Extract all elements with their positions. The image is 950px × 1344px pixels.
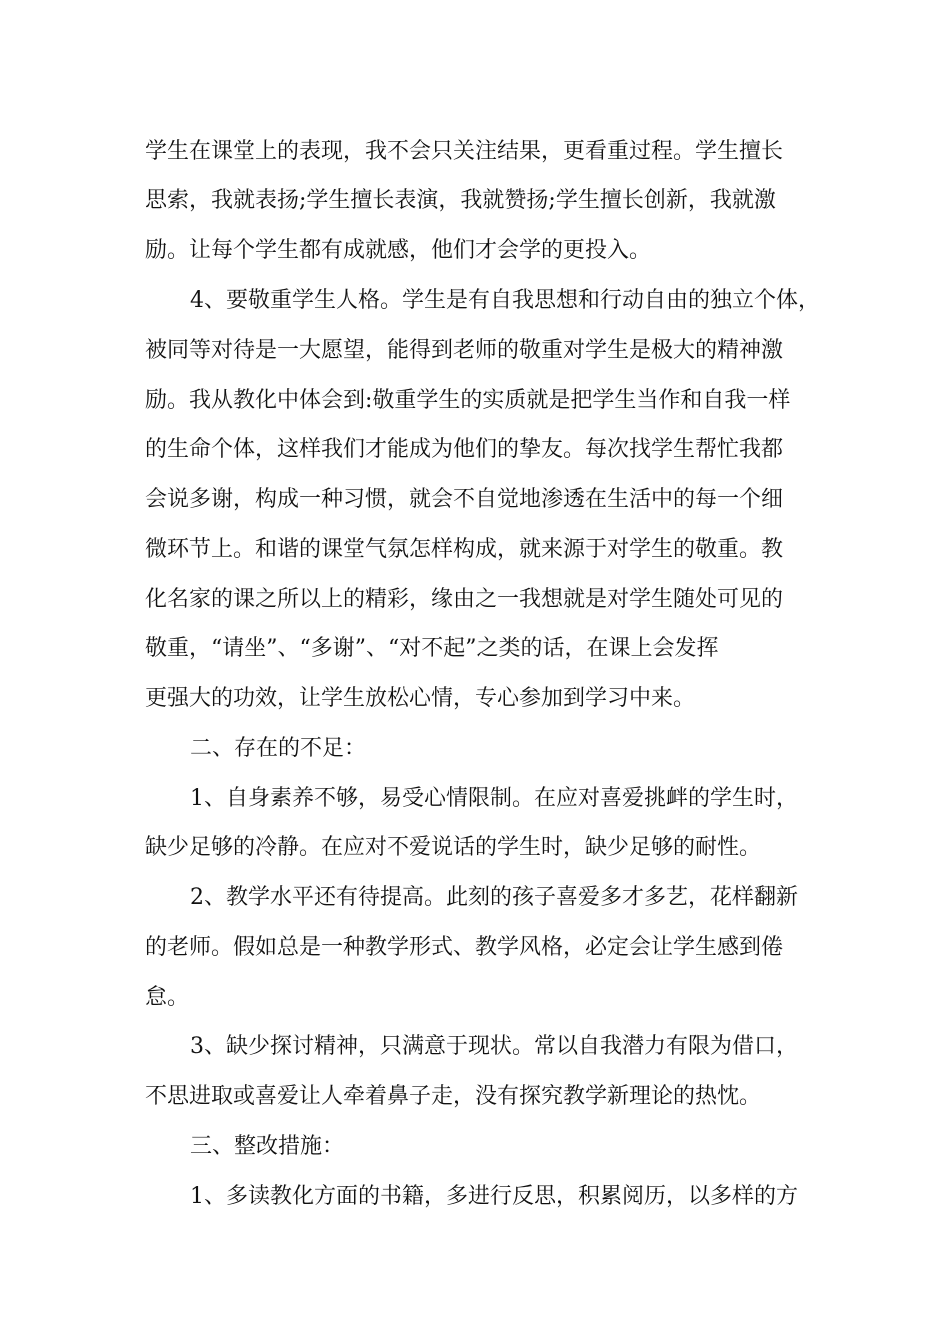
- section-heading: 二、存在的不足：: [190, 736, 367, 761]
- text-line: 微环节上。和谐的课堂气氛怎样构成，就来源于对学生的敬重。教: [145, 537, 784, 562]
- text-line: 的生命个体，这样我们才能成为他们的挚友。每次找学生帮忙我都: [145, 437, 784, 462]
- text-line: 更强大的功效，让学生放松心情，专心参加到学习中来。: [145, 686, 696, 711]
- text-line: 3、缺少探讨精神，只满意于现状。常以自我潜力有限为借口，: [190, 1034, 798, 1059]
- text-line: 缺少足够的冷静。在应对不爱说话的学生时，缺少足够的耐性。: [145, 835, 762, 860]
- text-line: 的老师。假如总是一种教学形式、教学风格，必定会让学生感到倦: [145, 935, 784, 960]
- text-line: 4、要敬重学生人格。学生是有自我思想和行动自由的独立个体，: [190, 288, 820, 313]
- text-line: 会说多谢，构成一种习惯，就会不自觉地渗透在生活中的每一个细: [145, 487, 784, 512]
- text-line: 励。让每个学生都有成就感，他们才会学的更投入。: [145, 238, 652, 263]
- text-line: 2、教学水平还有待提高。此刻的孩子喜爱多才多艺，花样翻新: [190, 885, 798, 910]
- text-line: 被同等对待是一大愿望，能得到老师的敬重对学生是极大的精神激: [145, 338, 784, 363]
- text-line: 化名家的课之所以上的精彩，缘由之一我想就是对学生随处可见的: [145, 587, 784, 612]
- section-heading: 三、整改措施：: [190, 1134, 345, 1159]
- text-line: 学生在课堂上的表现，我不会只关注结果，更看重过程。学生擅长: [145, 139, 784, 164]
- text-line: 敬重，“请坐”、“多谢”、“对不起”之类的话，在课上会发挥: [145, 636, 719, 661]
- text-line: 1、自身素养不够，易受心情限制。在应对喜爱挑衅的学生时，: [190, 786, 798, 811]
- text-line: 不思进取或喜爱让人牵着鼻子走，没有探究教学新理论的热忱。: [145, 1084, 762, 1109]
- text-line: 怠。: [145, 985, 190, 1010]
- text-line: 思索，我就表扬;学生擅长表演，我就赞扬;学生擅长创新，我就激: [145, 188, 776, 213]
- text-line: 励。我从教化中体会到:敬重学生的实质就是把学生当作和自我一样: [145, 388, 791, 413]
- text-line: 1、多读教化方面的书籍，多进行反思，积累阅历，以多样的方: [190, 1184, 798, 1209]
